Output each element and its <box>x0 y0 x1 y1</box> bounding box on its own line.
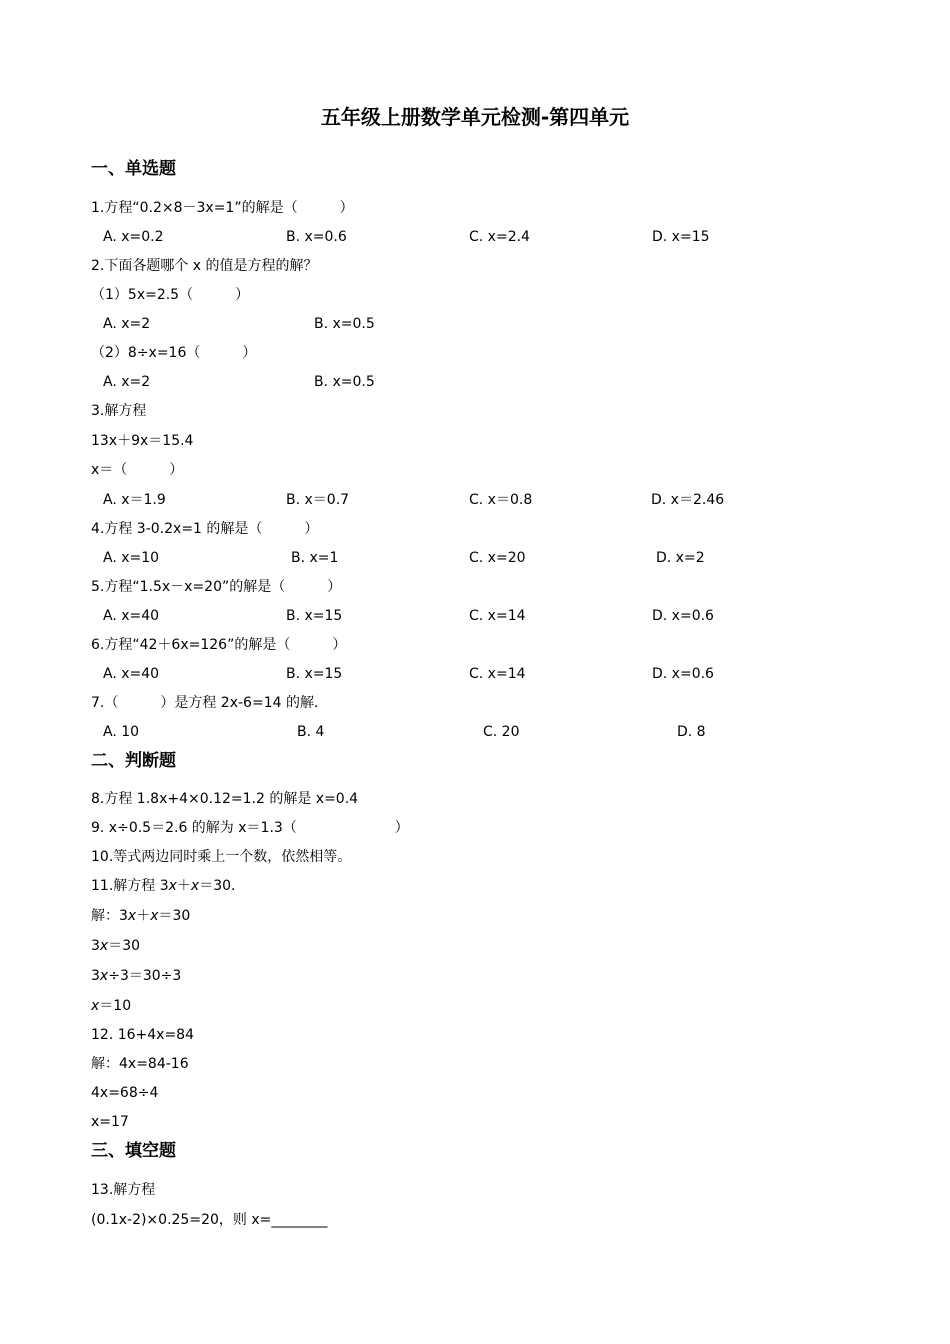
section-heading-single-choice: 一、单选题 <box>91 159 176 179</box>
page-title: 五年级上册数学单元检测-第四单元 <box>320 105 630 129</box>
q12-solution-line-2: 4x=68÷4 <box>91 1085 159 1101</box>
question-3-stem: 3.解方程 <box>91 403 147 419</box>
section-heading-true-false: 二、判断题 <box>91 751 176 771</box>
q5-option-b: B. x=15 <box>286 608 343 624</box>
q1-option-c: C. x=2.4 <box>469 229 530 245</box>
q2-part-1-option-b: B. x=0.5 <box>314 316 375 332</box>
q2-part-1-option-a: A. x=2 <box>103 316 151 332</box>
q5-option-c: C. x=14 <box>469 608 526 624</box>
q7-option-b: B. 4 <box>297 724 325 740</box>
q13-equation-blank: (0.1x-2)×0.25=20，则 x=________ <box>91 1212 328 1228</box>
q3-option-d: D. x＝2.46 <box>651 492 725 508</box>
question-10: 10.等式两边同时乘上一个数，依然相等。 <box>91 849 352 865</box>
question-11-stem: 11.解方程 3x＋x＝30． <box>91 878 246 894</box>
q4-option-b: B. x=1 <box>291 550 339 566</box>
q7-option-c: C. 20 <box>483 724 520 740</box>
q11-solution-line-3: 3x÷3＝30÷3 <box>91 968 182 984</box>
question-8: 8.方程 1.8x+4×0.12=1.2 的解是 x=0.4 <box>91 791 359 807</box>
q3-equation: 13x＋9x＝15.4 <box>91 433 194 449</box>
q4-option-c: C. x=20 <box>469 550 526 566</box>
section-heading-fill-blank: 三、填空题 <box>91 1141 176 1161</box>
q6-option-d: D. x=0.6 <box>652 666 714 682</box>
question-4-stem: 4.方程 3-0.2x=1 的解是（ ） <box>91 521 319 537</box>
q3-option-c: C. x＝0.8 <box>469 492 533 508</box>
q7-option-d: D. 8 <box>677 724 706 740</box>
q6-option-c: C. x=14 <box>469 666 526 682</box>
q12-solution-line-3: x=17 <box>91 1114 129 1130</box>
q3-answer-blank: x＝（ ） <box>91 462 184 478</box>
question-12-stem: 12. 16+4x=84 <box>91 1027 194 1043</box>
question-2-stem: 2.下面各题哪个 x 的值是方程的解？ <box>91 258 318 274</box>
question-6-stem: 6.方程“42＋6x=126”的解是（ ） <box>91 637 347 653</box>
q2-part-1: （1）5x=2.5（ ） <box>91 287 250 303</box>
q6-option-b: B. x=15 <box>286 666 343 682</box>
q7-option-a: A. 10 <box>103 724 140 740</box>
q1-option-b: B. x=0.6 <box>286 229 347 245</box>
q3-option-a: A. x＝1.9 <box>103 492 166 508</box>
q1-option-a: A. x=0.2 <box>103 229 164 245</box>
question-7-stem: 7.（ ）是方程 2x-6=14 的解． <box>91 695 328 711</box>
q11-solution-line-2: 3x＝30 <box>91 938 141 954</box>
question-13-stem: 13.解方程 <box>91 1182 156 1198</box>
q5-option-a: A. x=40 <box>103 608 160 624</box>
q11-solution-line-4: x＝10 <box>91 998 132 1014</box>
q2-part-2-option-a: A. x=2 <box>103 374 151 390</box>
q12-solution-line-1: 解：4x=84-16 <box>91 1056 189 1072</box>
q11-solution-line-1: 解：3x＋x＝30 <box>91 908 191 924</box>
q1-option-d: D. x=15 <box>652 229 710 245</box>
question-5-stem: 5.方程“1.5x－x=20”的解是（ ） <box>91 579 342 595</box>
q4-option-a: A. x=10 <box>103 550 160 566</box>
question-1-stem: 1.方程“0.2×8－3x=1”的解是（ ） <box>91 200 354 216</box>
question-9: 9. x÷0.5＝2.6 的解为 x＝1.3（ ） <box>91 820 409 836</box>
q2-part-2-option-b: B. x=0.5 <box>314 374 375 390</box>
q4-option-d: D. x=2 <box>656 550 705 566</box>
q5-option-d: D. x=0.6 <box>652 608 714 624</box>
q6-option-a: A. x=40 <box>103 666 160 682</box>
q3-option-b: B. x＝0.7 <box>286 492 350 508</box>
q2-part-2: （2）8÷x=16（ ） <box>91 345 257 361</box>
